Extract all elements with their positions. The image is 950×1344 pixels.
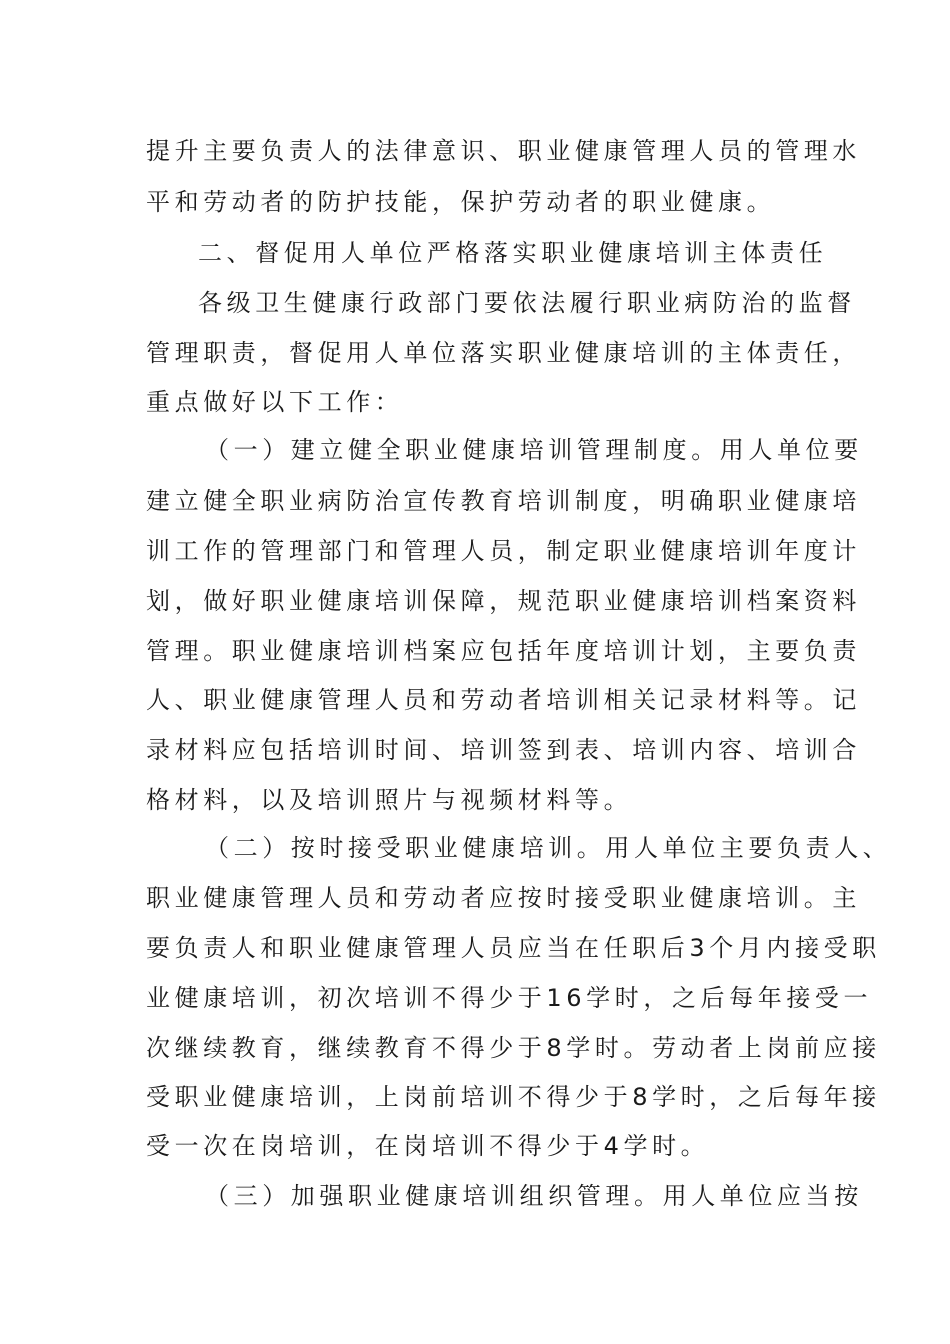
body-text-line: 格材料，以及培训照片与视频材料等。	[146, 786, 633, 814]
section-heading: 二、督促用人单位严格落实职业健康培训主体责任	[198, 239, 828, 267]
body-text-line: 重点做好以下工作：	[146, 388, 404, 416]
subsection-heading: （二）按时接受职业健康培训。用人单位主要负责人、	[205, 834, 892, 862]
subsection-heading: （三）加强职业健康培训组织管理。用人单位应当按	[205, 1182, 863, 1210]
body-text-line: 提升主要负责人的法律意识、职业健康管理人员的管理水	[146, 137, 861, 165]
body-text-line: 平和劳动者的防护技能，保护劳动者的职业健康。	[146, 188, 776, 216]
body-text-line: 要负责人和职业健康管理人员应当在任职后3个月内接受职	[146, 934, 881, 962]
body-text-line: 录材料应包括培训时间、培训签到表、培训内容、培训合	[146, 736, 861, 764]
body-text-line: 次继续教育，继续教育不得少于8学时。劳动者上岗前应接	[146, 1034, 881, 1062]
body-text-line: 管理职责，督促用人单位落实职业健康培训的主体责任，	[146, 339, 861, 367]
body-text-line: 业健康培训，初次培训不得少于16学时，之后每年接受一	[146, 984, 873, 1012]
body-text-line: 人、职业健康管理人员和劳动者培训相关记录材料等。记	[146, 686, 861, 714]
body-text-line: 训工作的管理部门和管理人员，制定职业健康培训年度计	[146, 537, 861, 565]
paragraph-first-line: 各级卫生健康行政部门要依法履行职业病防治的监督	[198, 289, 856, 317]
body-text-line: 建立健全职业病防治宣传教育培训制度，明确职业健康培	[146, 487, 861, 515]
body-text-line: 职业健康管理人员和劳动者应按时接受职业健康培训。主	[146, 884, 861, 912]
subsection-heading: （一）建立健全职业健康培训管理制度。用人单位要	[205, 436, 863, 464]
body-text-line: 划，做好职业健康培训保障，规范职业健康培训档案资料	[146, 587, 861, 615]
body-text-line: 受一次在岗培训，在岗培训不得少于4学时。	[146, 1132, 710, 1160]
body-text-line: 受职业健康培训，上岗前培训不得少于8学时，之后每年接	[146, 1083, 881, 1111]
body-text-line: 管理。职业健康培训档案应包括年度培训计划，主要负责	[146, 637, 861, 665]
